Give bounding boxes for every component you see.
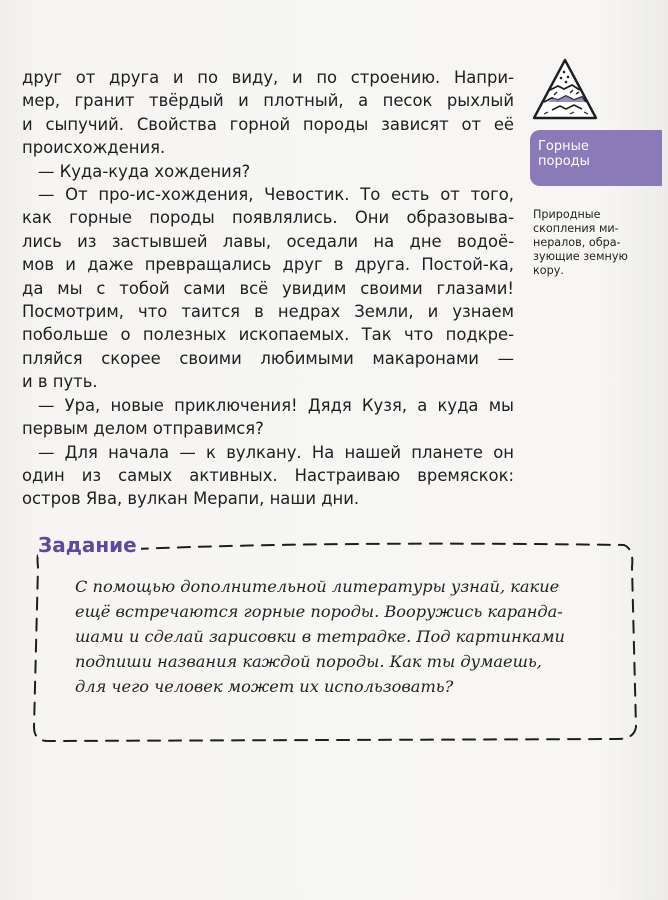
text-line: побольше о полезных ископаемых. Так что подкре- bbox=[22, 325, 514, 345]
text-line: лись из застывшей лавы, оседали на дне водоё- bbox=[22, 231, 514, 251]
main-text-block bbox=[22, 66, 514, 511]
text-line: друг от друга и по виду, и по строению. Напри- bbox=[22, 68, 514, 87]
task-title: Задание bbox=[38, 533, 141, 557]
text-line: первым делом отправимся? bbox=[22, 419, 264, 439]
dialogue-line: — Ура, новые приключения! Дядя Кузя, а куда мы bbox=[38, 395, 514, 415]
definition-line: скопления ми- bbox=[533, 222, 619, 235]
glossary-tag-label bbox=[538, 139, 590, 169]
text-line: происхождения. bbox=[22, 138, 166, 158]
mountain-rock-layers-icon bbox=[530, 56, 600, 122]
glossary-tag-line: породы bbox=[538, 154, 590, 169]
text-line: мер, гранит твёрдый и плотный, а песок рыхлый bbox=[22, 91, 514, 111]
text-line: один из самых активных. Настраиваю времяскок: bbox=[22, 465, 514, 485]
text-line: и в путь. bbox=[22, 372, 98, 392]
task-line: С помощью дополнительной литературы узнай, какие bbox=[75, 577, 560, 596]
task-line: ещё встречаются горные породы. Вооружись каранда- bbox=[75, 602, 563, 621]
text-line: как горные породы появлялись. Они образовыва- bbox=[22, 208, 514, 228]
dialogue-line: — Куда-куда хождения? bbox=[38, 161, 251, 181]
text-line: мов и даже превращались друг в друга. Постой-ка, bbox=[22, 255, 514, 275]
definition-line: Природные bbox=[533, 208, 601, 221]
definition-line: кору. bbox=[533, 264, 564, 277]
text-line: и сыпучий. Свойства горной породы зависят от её bbox=[22, 114, 514, 134]
text-line: остров Ява, вулкан Мерапи, наши дни. bbox=[22, 489, 360, 509]
task-line: шами и сделай зарисовки в тетрадке. Под картинками bbox=[75, 627, 565, 646]
text-line: пляйся скорее своими любимыми макаронами — bbox=[22, 348, 514, 368]
task-line: подпиши названия каждой породы. Как ты думаешь, bbox=[75, 652, 542, 671]
text-line: да мы с тобой сами всё увидим своими глазами! bbox=[22, 278, 514, 298]
glossary-definition bbox=[533, 208, 645, 278]
definition-line: нералов, обра- bbox=[533, 236, 621, 249]
dialogue-line: — От про-ис-хождения, Чевостик. То есть от того, bbox=[38, 185, 514, 205]
definition-line: зующие земную bbox=[533, 250, 628, 263]
text-line: Посмотрим, что таится в недрах Земли, и узнаем bbox=[22, 302, 514, 322]
task-line: для чего человек может их использовать? bbox=[75, 677, 454, 696]
task-text-block bbox=[75, 574, 585, 699]
glossary-tag-line: Горные bbox=[538, 139, 589, 154]
dialogue-line: — Для начала — к вулкану. На нашей планете он bbox=[38, 442, 514, 462]
